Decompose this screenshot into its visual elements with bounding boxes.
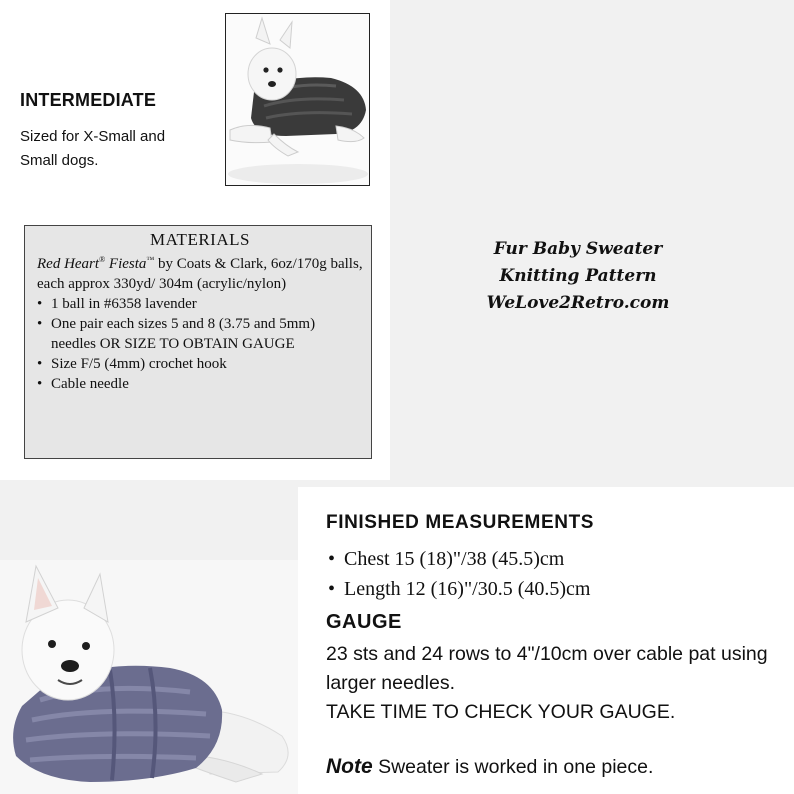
materials-item: • One pair each sizes 5 and 8 (3.75 and 5mm) needles OR SIZE TO OBTAIN GAUGE (37, 314, 363, 354)
gauge-check-warning: TAKE TIME TO CHECK YOUR GAUGE. (326, 701, 676, 723)
gauge-title: GAUGE (326, 611, 402, 633)
promo-title: Fur Baby Sweater (493, 239, 663, 259)
finished-measurements-title: FINISHED MEASUREMENTS (326, 512, 595, 533)
promo-block (458, 236, 698, 317)
materials-yarn (37, 250, 363, 294)
materials-item: • Size F/5 (4mm) crochet hook (37, 354, 363, 374)
materials-item: • Cable needle (37, 374, 363, 394)
yarn-brand: Red Heart (37, 256, 100, 272)
gauge-body (326, 640, 790, 727)
gauge-description: 23 sts and 24 rows to 4"/10cm over cable pat using larger needles. (326, 643, 768, 694)
materials-title: MATERIALS (150, 230, 250, 249)
finished-measurements-list (328, 544, 590, 604)
materials-box (24, 225, 372, 459)
yarn-product: Fiesta (108, 256, 147, 272)
promo-website: WeLove2Retro.com (486, 293, 670, 313)
note-text: Sweater is worked in one piece. (378, 756, 654, 778)
sizing-note: Sized for X-Small and Small dogs. (20, 128, 166, 169)
yarn-details: by Coats & Clark, 6oz/170g balls, each approx 330yd/ 304m (acrylic/nylon) (37, 256, 363, 292)
trademark-mark: ™ (146, 255, 155, 264)
skill-level-heading: INTERMEDIATE (20, 90, 157, 110)
small-dog-illustration (226, 14, 370, 186)
materials-list (37, 294, 363, 394)
large-dog-illustration (0, 560, 298, 794)
measurement-length: • Length 12 (16)"/30.5 (40.5)cm (328, 574, 590, 604)
promo-subtitle: Knitting Pattern (499, 266, 657, 286)
dog-photo-large (0, 560, 298, 794)
note-line (326, 755, 653, 779)
dog-photo-small (225, 13, 370, 186)
materials-item: • 1 ball in #6358 lavender (37, 294, 363, 314)
note-label: Note (326, 755, 373, 778)
measurement-chest: • Chest 15 (18)"/38 (45.5)cm (328, 544, 590, 574)
registered-mark: ® (99, 255, 106, 264)
